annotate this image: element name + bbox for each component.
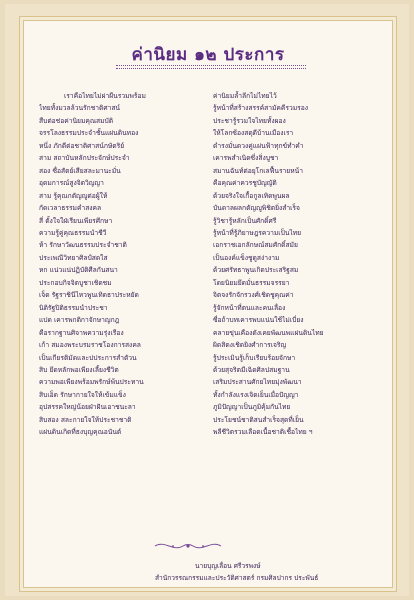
poem-line [39, 352, 351, 364]
poem-line [39, 140, 351, 152]
poem-line [39, 90, 351, 102]
poem-line-second-half: เคารพสำเนิดซึ่งสิ่งบูชา [213, 154, 279, 163]
author-name: นายบุญเลื่อน ศรีวรพงษ์ [195, 562, 261, 570]
poem-line-first-half: ความรู้คู่คุณธรรมนำชีวี [39, 228, 107, 237]
poem-line-second-half: บันดาลผลกตัญญูพิชิตยิ่งสำเร็จ [213, 204, 300, 213]
poem-line-first-half: จรรโลงธรรมประจำชั้นแผ่นดินทอง [39, 129, 139, 138]
poem-line [39, 376, 351, 388]
poem-line-second-half: รู้ประเมินรู้เก็บเรียบร้อยจักษา [213, 353, 296, 362]
poem-line [39, 215, 351, 227]
poem-line [39, 426, 351, 438]
poem-line-first-half: สี่ ตั้งใจใฝ่เรียนเพียรศึกษา [39, 216, 113, 225]
poem-line-first-half: สืบต่อช่อค่านิยมคุณสมบัติ [39, 116, 114, 125]
poem-line-first-half: อุปสรรคใหญ่น้อยฝ่าฝันเอาชนะลา [39, 403, 136, 412]
poem-line [39, 264, 351, 276]
poem-line-second-half: ด้วยศรัทธาพูนเกิดประเสริฐสม [213, 266, 299, 275]
author-block [155, 560, 355, 584]
poem-line-second-half: ซื่อถ้าบทเคารพบแน่นใช้ไม่เบี่ยง [213, 316, 304, 325]
poem-line-first-half: ไทยทั้งมวลล้วนรักชาติศาสน์ [39, 104, 120, 113]
poem-line-first-half: อุดมการณ์สูงจิตวิญญา [39, 179, 104, 188]
poem-line [39, 252, 351, 264]
poem-line-first-half: สาม สถาบันหลักประจักษ์ประจำ [39, 154, 130, 163]
poem-line-second-half: สมานฉันท์ต่อยุโกเลฟื้นรายหน้า [213, 166, 303, 175]
poem-line [39, 239, 351, 251]
poem-line-first-half: กัดเวลาธรรมคำสงคล [39, 204, 102, 213]
poem-line-first-half: เก้า สมองพระบรมราชโองการสงคล [39, 341, 141, 350]
poem-line [39, 401, 351, 413]
poem-line-first-half: หก แน่วแน่ปฏิบัติศีลกันสนา [39, 266, 118, 275]
poem-line [39, 227, 351, 239]
page-background [5, 4, 409, 596]
poem-line-second-half: ประโยชน์ชาติสนสำเร็จสุดที่เย็น [213, 415, 304, 424]
poem-line-second-half: ค่านิยมล้ำลึกไม่ไทยไว้ [213, 92, 277, 100]
poem-line-second-half: จิตจงรักจักรวงศ์เชิดชูคุณค่า [213, 291, 294, 300]
poem-line-first-half: คือรากฐานศิจาพความรุ่งเรือง [39, 328, 124, 337]
poem-line-second-half: ทั้งกำลังแรงเจิดเย็นเมื่อปัญญา [213, 390, 299, 399]
poem-line [39, 152, 351, 164]
poem-line-second-half: รู้วิชารู้หลักเป็นศักดิ์ศรี [213, 216, 277, 225]
poem-body [39, 90, 351, 439]
poem-line-first-half: สิบเอ็ด รักษากายใจให้เข้มแข็ง [39, 390, 126, 399]
poem-line-second-half: เป็นองค์แข็งชูดูสง่างาม [213, 253, 280, 262]
poem-line-second-half: ภูมิปัญญาเป็นภูมิคุ้มกันไทย [213, 403, 291, 412]
poem-line-first-half: ประเพณีวิทยาศิลป์สดใส [39, 253, 108, 262]
poem-line [39, 277, 351, 289]
poem-line-second-half: เสริมประสานศักยไทยมุ่งพัฒนา [213, 378, 302, 387]
page-title: ค่านิยม ๑๒ ประการ [131, 45, 285, 65]
poem-line-second-half: ประชารู้รวมใจไทยทั้งผอง [213, 116, 286, 125]
poem-line [39, 314, 351, 326]
poem-line-first-half: ประกอบกิจจิตบูชาเชิดชม [39, 278, 112, 287]
poem-line-second-half: คือคุณค่าควรชูบัญญัติ [213, 179, 277, 188]
poem-line [39, 102, 351, 114]
poem-line [39, 190, 351, 202]
poem-line-first-half: สอง ซื่อสัตย์เสียสละมานะมั่น [39, 166, 121, 175]
poem-line-first-half: หนึ่ง ภักดีต่อชาติศาสน์กษัตริย์ [39, 141, 125, 150]
poem-line-first-half: เป็นเกียรติมัดและปประการสำตัวน [39, 353, 137, 362]
poem-line-second-half: ให้โลกซ้องสดุดีบ้านเมืองเรา [213, 129, 294, 138]
poem-line-second-half: ด้วยจริงใจเกื้อกูลเทิดพูนผล [213, 191, 290, 200]
poem-line [39, 339, 351, 351]
poem-line-second-half: โดยนิยมยึดมั่นธรรมจรรยา [213, 278, 290, 287]
poem-line [39, 414, 351, 426]
poem-line-second-half: ผิดสิดงเชิดยิงศำการเจริญ [213, 341, 287, 350]
poem-line-first-half: แปด เคารพกติกาจักษาญกฎ [39, 316, 120, 325]
poem-line-second-half: ด้วยสุจริตมีเฉิดศิลปสมฐาน [213, 365, 290, 374]
poem-line-second-half: พลีชีวิตรวมเลือดเนื้อชาติเชื้อไทย ฯ [213, 428, 313, 437]
poem-line [39, 177, 351, 189]
author-org: สำนักวรรณกรรมและประวัติศาสตร์ กรมศิลปากร ประพันธ์ [155, 574, 319, 582]
flourish-ornament-icon [153, 540, 223, 552]
poem-line-second-half: รู้หน้าที่สร้างสรรค์สามัคคีรวมรอง [213, 104, 308, 113]
poem-line [39, 302, 351, 314]
poem-line-first-half: ห้า รักษาวัฒนธรรมประจำชาติ [39, 241, 127, 250]
poem-line-second-half: ดำรงมั่นดวงคู่แผ่นฟ้าทุกข์ทำคำ [213, 141, 304, 150]
poem-line [39, 389, 351, 401]
poem-line-first-half: สิบ ยึดหลักพอเพียงเลี้ยงชีวิต [39, 365, 119, 374]
poem-line-first-half: สิบสอง สละกายใจให้ประชาชาติ [39, 415, 132, 424]
poem-line-first-half: เราคือไทยไม่ผ่าผืนรวมพร้อม [64, 92, 146, 100]
poem-line [39, 165, 351, 177]
poem-line [39, 127, 351, 139]
poem-line-second-half: เอกราชเอกลักษณ์สมศักดิ์สมัย [213, 241, 298, 250]
poem-line-second-half: คลายขุ่นเคืองดังเคยพัฒนพแผ่นดินไทย [213, 328, 324, 337]
poem-line-first-half: แผ่นดินเกิดที่ธงบุญคุณอนันต์ [39, 428, 122, 437]
poem-line [39, 289, 351, 301]
poem-line [39, 327, 351, 339]
poem-line-first-half: สาม รู้คุณกตัญญูต่อผู้ให้ [39, 191, 108, 200]
poem-line-first-half: เจ็ด รัฐราชินีไหวพูนเทิดธาประหยัด [39, 291, 139, 300]
poem-line-second-half: รู้จักหน้าที่ตนและคนเลื่อง [213, 303, 286, 312]
poem-line [39, 364, 351, 376]
poem-line-first-half: ความพอเพียงพร้อมพรักษ์พ้นประทาน [39, 378, 144, 387]
poem-line-first-half: นิติรัฐปิติธรรมนำประชา [39, 303, 108, 312]
poem-line [39, 202, 351, 214]
title-underline-2 [116, 68, 306, 69]
poem-line [39, 115, 351, 127]
title-underline [116, 65, 306, 66]
poem-line-second-half: รู้หน้าที่รู้ภิยาษฎรความเป็นไทย [213, 228, 302, 237]
